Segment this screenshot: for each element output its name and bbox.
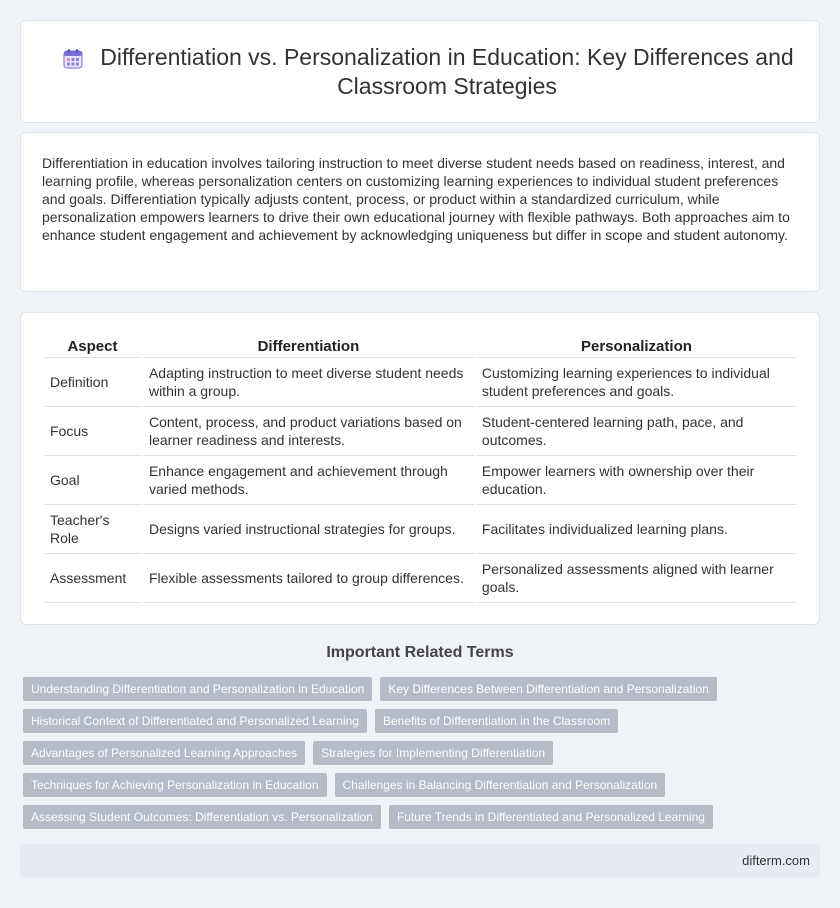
header-aspect: Aspect xyxy=(67,338,118,355)
personalization-cell: Personalized assessments aligned with learner goals. xyxy=(476,553,797,603)
aspect-cell: Focus xyxy=(44,406,141,455)
differentiation-cell: Content, process, and product variations based on learner readiness and interests. xyxy=(143,406,474,455)
related-terms-heading: Important Related Terms xyxy=(326,644,514,661)
aspect-cell: Teacher's Role xyxy=(44,504,141,553)
related-term-tag[interactable]: Techniques for Achieving Personalization in Education xyxy=(23,773,327,797)
related-term-tag[interactable]: Key Differences Between Differentiation and Personalization xyxy=(380,677,716,701)
comparison-table xyxy=(42,335,799,603)
personalization-cell: Student-centered learning path, pace, and outcomes. xyxy=(476,406,797,455)
differentiation-cell: Designs varied instructional strategies for groups. xyxy=(143,504,474,553)
page-title: Differentiation vs. Personalization in Education: Key Differences and Classroom Strategies xyxy=(100,44,794,99)
personalization-cell: Facilitates individualized learning plans. xyxy=(476,504,797,553)
table-header-row xyxy=(44,335,797,357)
differentiation-cell: Enhance engagement and achievement through varied methods. xyxy=(143,455,474,504)
table-row xyxy=(44,553,797,603)
related-term-tag[interactable]: Challenges in Balancing Differentiation and Personalization xyxy=(335,773,666,797)
footer xyxy=(20,844,820,878)
table-row xyxy=(44,455,797,504)
table-row xyxy=(44,406,797,455)
related-term-tag[interactable]: Advantages of Personalized Learning Approaches xyxy=(23,741,305,765)
personalization-cell: Customizing learning experiences to individual student preferences and goals. xyxy=(476,357,797,406)
related-term-tag[interactable]: Benefits of Differentiation in the Classroom xyxy=(375,709,618,733)
related-term-tag[interactable]: Understanding Differentiation and Personalization in Education xyxy=(23,677,372,701)
header-personalization: Personalization xyxy=(581,338,692,355)
intro-card xyxy=(20,132,820,292)
related-term-tag[interactable]: Future Trends in Differentiated and Personalized Learning xyxy=(389,805,713,829)
aspect-cell: Assessment xyxy=(44,553,141,603)
related-term-tag[interactable]: Strategies for Implementing Differentiation xyxy=(313,741,553,765)
title-card xyxy=(20,20,820,123)
differentiation-cell: Adapting instruction to meet diverse student needs within a group. xyxy=(143,357,474,406)
footer-site-link[interactable]: difterm.com xyxy=(742,853,810,868)
related-term-tag[interactable]: Assessing Student Outcomes: Differentiation vs. Personalization xyxy=(23,805,381,829)
related-terms-list xyxy=(23,677,823,837)
differentiation-cell: Flexible assessments tailored to group differences. xyxy=(143,553,474,603)
table-row xyxy=(44,504,797,553)
aspect-cell: Definition xyxy=(44,357,141,406)
related-term-tag[interactable]: Historical Context of Differentiated and Personalized Learning xyxy=(23,709,367,733)
header-differentiation: Differentiation xyxy=(257,338,360,355)
personalization-cell: Empower learners with ownership over their education. xyxy=(476,455,797,504)
table-row xyxy=(44,357,797,406)
comparison-card xyxy=(20,312,820,625)
aspect-cell: Goal xyxy=(44,455,141,504)
intro-paragraph: Differentiation in education involves tailoring instruction to meet diverse student needs based on readiness, interest, and learning profile, whereas personalization centers on customizing learning experiences to individual student preferences and goals. Differentiation typically adjusts content, process, or product within a standardized curriculum, while personalization empowers learners to drive their own educational journey with flexible pathways. Both approaches aim to enhance student engagement and achievement by acknowledging uniqueness but differ in scope and student autonomy. xyxy=(42,155,790,243)
